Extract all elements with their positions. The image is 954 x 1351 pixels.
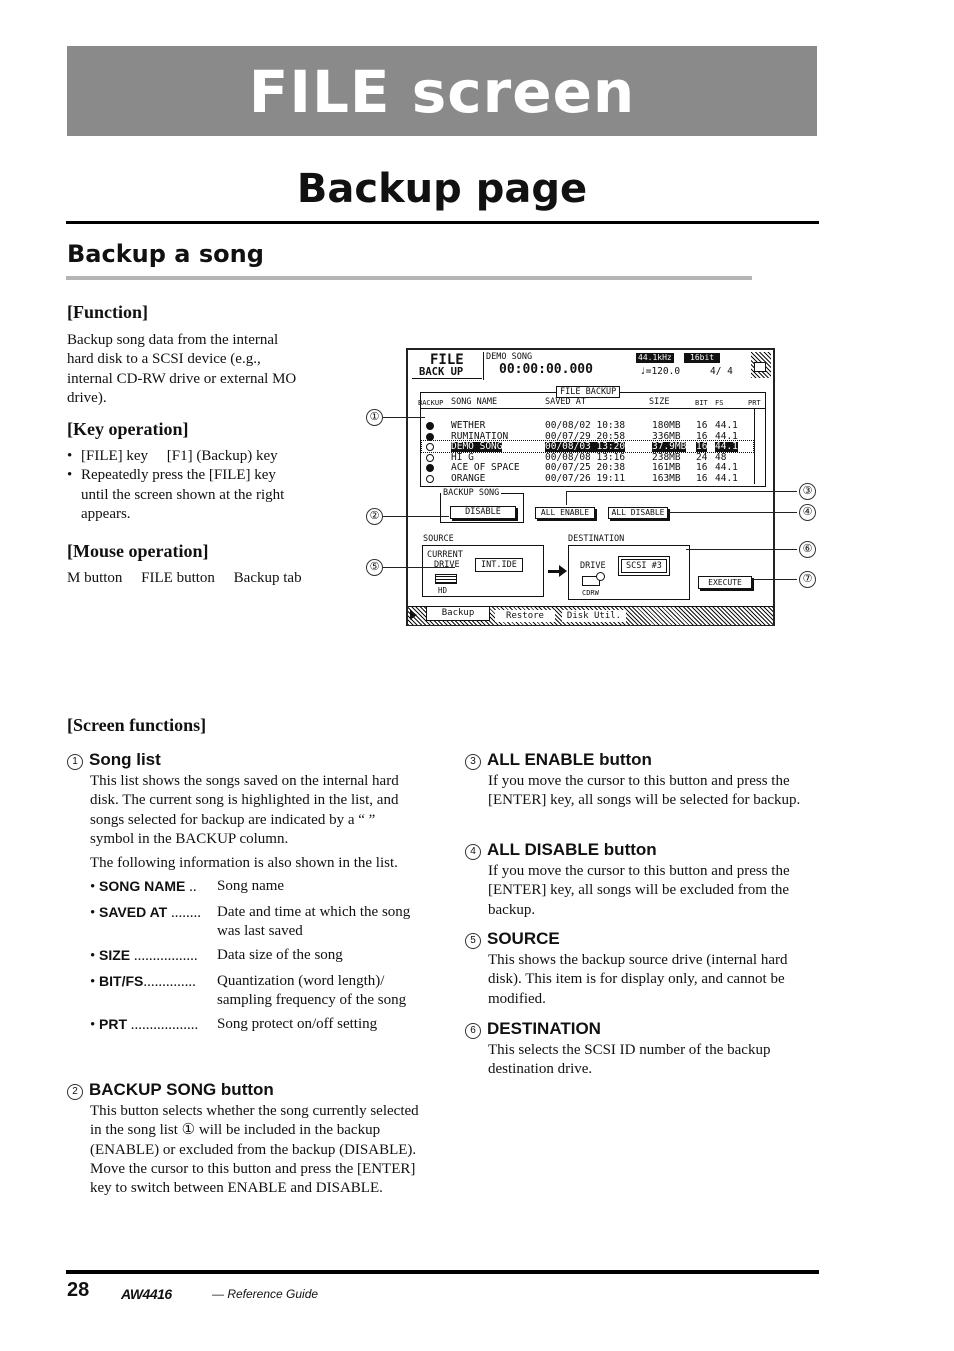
- column-header-backup: BACKUP: [418, 399, 444, 407]
- column-header-saved-at: SAVED AT: [545, 397, 586, 407]
- lcd-drive-label: DRIVE: [434, 560, 460, 570]
- table-row: • SIZE ................. Data size of the song: [90, 947, 343, 965]
- title-bar: [67, 46, 817, 136]
- song-size: 37.9MB: [652, 441, 687, 453]
- song-fs: 44.1: [715, 473, 738, 484]
- lcd-tempo: ♩=120.0: [640, 366, 681, 377]
- function-text: This shows the backup source drive (internal hard disk). This item is for display only, and cannot be modified.: [488, 952, 788, 1007]
- lcd-title: FILE: [430, 352, 464, 368]
- function-text: The following information is also shown in the list.: [90, 855, 398, 872]
- lcd-cdrw-label: CDRW: [582, 589, 599, 597]
- function-text: If you move the cursor to this button and press the [ENTER] key, all songs will be selected for backup.: [488, 773, 801, 809]
- function-item-all-disable-button: [465, 840, 819, 920]
- key-operation-heading: [Key operation]: [67, 419, 189, 439]
- list-scrollbar[interactable]: [754, 409, 765, 484]
- callout-leader: [752, 579, 797, 580]
- function-item-destination: [465, 1019, 819, 1080]
- song-bit: 16: [696, 430, 708, 442]
- tab-disk-util[interactable]: Disk Util.: [562, 610, 626, 622]
- function-heading: [Function]: [67, 302, 148, 322]
- divider: [66, 221, 819, 224]
- lcd-hd-label: HD: [438, 586, 448, 595]
- song-name: RUMINATION: [451, 430, 509, 442]
- lcd-destination-label: DESTINATION: [568, 534, 625, 544]
- song-size: 180MB: [652, 420, 681, 431]
- function-item-backup-song-button: [67, 1080, 419, 1198]
- song-name: ACE OF SPACE: [451, 462, 520, 474]
- all-disable-button[interactable]: ALL DISABLE: [608, 507, 668, 519]
- function-title: DESTINATION: [487, 1019, 601, 1038]
- play-icon: [410, 610, 417, 620]
- function-text: This selects the SCSI ID number of the backup destination drive.: [488, 1042, 771, 1078]
- function-title: BACKUP SONG button: [89, 1080, 274, 1099]
- song-bit: 16: [696, 420, 708, 431]
- song-bit: 24: [696, 451, 708, 463]
- divider: [412, 378, 482, 379]
- callout-4: ④: [799, 504, 816, 521]
- divider: [66, 1270, 819, 1274]
- song-size: 161MB: [652, 462, 681, 474]
- lcd-drive-label: DRIVE: [580, 561, 606, 571]
- hard-disk-icon: [435, 574, 457, 584]
- song-saved-at: 00/07/29 20:58: [545, 430, 626, 442]
- function-title: ALL ENABLE button: [487, 750, 652, 769]
- lcd-current-label: CURRENT: [427, 550, 463, 560]
- number-badge: 5: [465, 933, 481, 949]
- lcd-song-name: DEMO SONG: [486, 352, 533, 362]
- function-text: This button selects whether the song currently selected in the song list ① will be included in the backup (ENABLE) or excluded from the backup (DISABLE). Move the cursor to this button and press the [ENTER] key to switch between ENABLE and DISABLE.: [90, 1103, 419, 1197]
- callout-2: ②: [366, 508, 383, 525]
- lcd-file-backup-label: FILE BACKUP: [556, 386, 620, 398]
- function-title: SOURCE: [487, 929, 560, 948]
- song-name: DEMO SONG: [451, 441, 503, 453]
- divider: [421, 408, 765, 409]
- song-size: 163MB: [652, 473, 681, 484]
- lcd-source-label: SOURCE: [423, 534, 454, 544]
- callout-5: ⑤: [366, 559, 383, 576]
- destination-drive-select[interactable]: SCSI #3: [621, 559, 667, 573]
- song-size: 238MB: [652, 451, 681, 463]
- mouse-operation-text: M button FILE button Backup tab: [67, 570, 302, 586]
- mouse-operation-heading: [Mouse operation]: [67, 541, 209, 561]
- song-saved-at: 00/07/26 19:11: [545, 473, 626, 484]
- disc-icon: [596, 572, 605, 581]
- lcd-screen: [406, 348, 775, 626]
- number-badge: 4: [465, 844, 481, 860]
- song-saved-at: 00/07/25 20:38: [545, 462, 626, 474]
- number-badge: 6: [465, 1023, 481, 1039]
- all-enable-button[interactable]: ALL ENABLE: [535, 507, 595, 519]
- divider: [483, 352, 484, 380]
- callout-3: ③: [799, 483, 816, 500]
- number-badge: 3: [465, 754, 481, 770]
- function-title: Song list: [89, 750, 161, 769]
- song-saved-at: 00/08/08 13:16: [545, 451, 626, 463]
- page-number: 28: [67, 1279, 90, 1301]
- song-fs: 44.1: [715, 441, 738, 453]
- callout-leader: [383, 417, 425, 418]
- number-badge: 1: [67, 754, 83, 770]
- lcd-meter: 4/ 4: [710, 366, 733, 377]
- column-header-size: SIZE: [649, 397, 670, 407]
- footer-guide-title: — Reference Guide: [212, 1287, 319, 1301]
- callout-1: ①: [366, 409, 383, 426]
- callout-leader: [668, 512, 797, 513]
- callout-6: ⑥: [799, 541, 816, 558]
- callout-leader: [566, 491, 797, 492]
- table-row: • SAVED AT ........ Date and time at which the song was last saved: [90, 903, 411, 940]
- column-header-bit: BIT: [695, 399, 708, 407]
- song-saved-at: 00/08/02 10:38: [545, 420, 626, 431]
- backup-disabled-icon: [426, 475, 434, 483]
- song-fs: 44.1: [715, 420, 738, 431]
- song-name: WETHER: [451, 420, 486, 431]
- song-fs: 44.1: [715, 462, 738, 474]
- callout-leader: [383, 516, 449, 517]
- lcd-time: 00:00:00.000: [499, 362, 593, 377]
- mouse-operation-block: [67, 541, 307, 588]
- function-text: This list shows the songs saved on the internal hard disk. The current song is highlighted in the list, and songs selected for backup are indicated by a “ ” symbol in the BACKUP column.: [90, 773, 399, 847]
- song-fs: 48: [715, 451, 727, 463]
- term-table: [90, 877, 419, 1035]
- column-header-song-name: SONG NAME: [451, 397, 498, 407]
- song-name: HI G: [451, 451, 474, 463]
- table-row: • PRT .................. Song protect on/off setting: [90, 1016, 378, 1034]
- lcd-backup-song-label: BACKUP SONG: [443, 488, 500, 498]
- backup-enabled-icon: [426, 422, 434, 430]
- function-title: ALL DISABLE button: [487, 840, 657, 859]
- callout-leader: [566, 491, 567, 505]
- disable-button[interactable]: DISABLE: [450, 506, 516, 519]
- column-header-fs: FS: [715, 399, 724, 407]
- table-row: • BIT/FS.............. Quantization (word length)/ sampling frequency of the song: [90, 972, 407, 1008]
- function-item-source: [465, 929, 819, 1009]
- key-operation-block: [67, 419, 307, 524]
- function-item-song-list: [67, 750, 419, 1036]
- song-bit: 16: [696, 441, 708, 453]
- execute-button[interactable]: EXECUTE: [698, 576, 752, 589]
- callout-leader: [686, 549, 797, 550]
- lcd-rate: 44.1kHz: [638, 353, 672, 362]
- source-drive-field: INT.IDE: [475, 558, 523, 572]
- function-block: [67, 302, 307, 408]
- callout-7: ⑦: [799, 571, 816, 588]
- song-name: ORANGE: [451, 473, 486, 484]
- song-saved-at: 00/08/03 13:20: [545, 441, 626, 453]
- column-header-prt: PRT: [748, 399, 761, 407]
- meter-icon[interactable]: [754, 362, 766, 372]
- lcd-subtitle: BACK UP: [419, 366, 464, 378]
- callout-leader: [383, 567, 455, 568]
- backup-enabled-icon: [426, 433, 434, 441]
- page-title: FILE screen: [248, 58, 636, 126]
- function-text: If you move the cursor to this button and press the [ENTER] key, all songs will be excluded from the backup.: [488, 863, 790, 918]
- song-bit: 16: [696, 462, 708, 474]
- lcd-bit: 16bit: [684, 353, 720, 363]
- divider: [66, 276, 752, 280]
- list-item: • [FILE] key [F1] (Backup) key: [67, 447, 307, 466]
- list-item: • Repeatedly press the [FILE] key until the screen shown at the right appears.: [67, 466, 307, 524]
- section-heading: Backup a song: [67, 240, 264, 268]
- tab-backup[interactable]: Backup: [426, 607, 490, 621]
- number-badge: 2: [67, 1084, 83, 1100]
- table-row: • SONG NAME .. Song name: [90, 878, 285, 896]
- backup-disabled-icon: [426, 454, 434, 462]
- song-size: 336MB: [652, 430, 681, 442]
- tab-restore[interactable]: Restore: [495, 610, 555, 622]
- song-bit: 16: [696, 473, 708, 484]
- function-item-all-enable-button: [465, 750, 819, 811]
- arrow-right-icon: [559, 565, 567, 577]
- song-fs: 44.1: [715, 430, 738, 442]
- function-text: Backup song data from the internal hard disk to a SCSI device (e.g., internal CD-RW drive or external MO drive).: [67, 332, 297, 406]
- brand-logo: AW4416: [121, 1286, 172, 1302]
- page-heading: Backup page: [296, 166, 588, 212]
- screen-functions-heading: [Screen functions]: [67, 715, 207, 735]
